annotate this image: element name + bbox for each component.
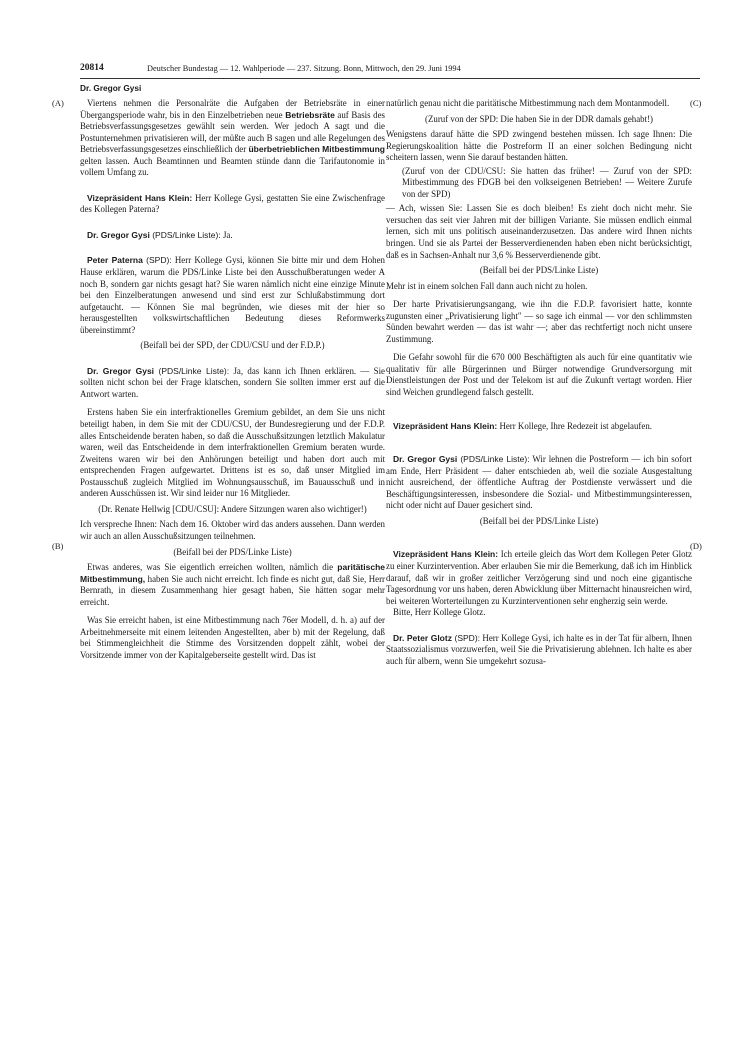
speaker-name: Dr. Gregor Gysi: [393, 454, 458, 465]
paragraph-wenigstens: Wenigstens darauf hätte die SPD zwingend bestehen müssen. Ich sage Ihnen: Die Regierungskoalition hätte die Postreform II an einer solchen Bedingung nicht scheitern lassen, wenn Sie darauf bestanden hätten.: [386, 129, 692, 163]
speaker-name: Dr. Gregor Gysi: [87, 229, 150, 240]
right-column: [386, 98, 692, 667]
running-head-text: Deutscher Bundestag — 12. Wahlperiode — 237. Sitzung. Bonn, Mittwoch, den 29. Juni 1994: [147, 64, 461, 73]
page-number: 20814: [80, 63, 104, 73]
speech-vp-klein-2: Vizepräsident Hans Klein: Herr Kollege, Ihre Redezeit ist abgelaufen.: [393, 420, 652, 431]
paragraph-continuation: natürlich genau nicht die paritätische Mitbestimmung nach dem Montanmodell.: [386, 98, 670, 108]
margin-marker-b: (B): [52, 541, 64, 551]
paragraph-die-gefahr: Die Gefahr sowohl für die 670 000 Beschäftigten als auch für eine quantitativ wie qualitativ für alle Bürgerinnen und Bürger notwendige Grundversorgung mit Dienstleistungen der Post und der Telekom ist auf die Zukunft vertagt worden. Hier sind Weichen grundlegend falsch gestellt.: [386, 352, 692, 398]
margin-marker-c: (C): [690, 98, 702, 108]
speech-glotz: Dr. Peter Glotz (SPD): Herr Kollege Gysi, ich halte es in der Tat für albern, Ihnen Staatssozialismus vorzuwerfen, weil Sie die Privatisierung ablehnen. Ich halte es aber auch für albern, wenn Sie umgekehrt sozusa-: [386, 632, 692, 666]
speech-gysi-answer: Dr. Gregor Gysi (PDS/Linke Liste): Ja, das kann ich Ihnen erklären. — Sie sollten nicht schon bei der Frage klatschen, sondern Sie sollten immer erst auf die Antwort warten.: [80, 365, 385, 399]
speaker-name: Vizepräsident Hans Klein:: [87, 192, 193, 203]
applause-spd-cdu-fdp: (Beifall bei der SPD, der CDU/CSU und der F.D.P.): [140, 340, 325, 351]
paragraph-verspreche: Ich verspreche Ihnen: Nach dem 16. Oktober wird das anders aussehen. Dann werden wir auch an allen Ausschußsitzungen teilnehmen.: [80, 519, 385, 541]
margin-marker-a: (A): [52, 98, 64, 108]
running-header: [80, 64, 700, 78]
left-column: [80, 98, 385, 661]
interjection-spd-ddr: (Zuruf von der SPD: Die haben Sie in der DDR damals gehabt!): [425, 113, 653, 124]
interjection-hellwig: (Dr. Renate Hellwig [CDU/CSU]: Andere Sitzungen waren also wichtiger!): [98, 503, 367, 514]
header-rule: [80, 78, 700, 79]
speech-vp-klein-1: Vizepräsident Hans Klein: Herr Kollege Gysi, gestatten Sie eine Zwischenfrage des Kollegen Paterna?: [80, 192, 385, 215]
speaker-name: Peter Paterna: [87, 255, 143, 266]
speaker-name: Vizepräsident Hans Klein:: [393, 420, 498, 431]
speech-vp-klein-3: Vizepräsident Hans Klein: Ich erteile gleich das Wort dem Kollegen Peter Glotz zu einer Kurzintervention. Aber erlauben Sie mir die Bemerkung, daß ich im Hinblick darauf, daß wir in großer zeitlicher Verzögerung sind und noch eine gigantische Tagesordnung vor uns haben, deren Abwicklung über Mitternacht hinausreichen wird, bei weiteren Worterteilungen zu Kurzinterventionen sehr engherzig sein werde.: [386, 549, 692, 606]
speaker-name: Vizepräsident Hans Klein:: [393, 549, 499, 560]
paragraph-viertens: Viertens nehmen die Personalräte die Aufgaben der Betriebsräte in einer Übergangsperiode wahr, bis in den Einzelbetrieben neue Betriebsräte auf Basis des Betriebsverfassungsgesetzes gewählt sein werden. Wer jedoch A sagt und die Postunternehmen privatisieren will, der müßte auch B sagen und alle Regelungen des Betriebsverfassungsgesetzes einschließlich der überbetrieblichen Mitbestimmung gelten lassen. Auch Beamtinnen und Beamten stünde dann die Tarifautonomie in vollem Umfang zu.: [80, 98, 385, 178]
paragraph-erstens: Erstens haben Sie ein interfraktionelles Gremium gebildet, an dem Sie uns nicht beteiligt haben, in dem Sie mit der CDU/CSU, der Bundesregierung und der F.D.P. alles Entscheidende beraten haben, so daß die Ausschußsitzungen letztlich Makulatur waren, weil das Entscheidende in dem interfraktionellen Gremium beraten wurde. Zweitens waren wir bei den Anhörungen beteiligt und haben dort auch mit entsprechenden Fragen aufgewartet. Drittens ist es so, daß unser Mitglied im Postausschuß zugleich Mitglied im Wohnungsausschuß, im Bauausschuß und in anderen Ausschüssen ist. Wir sind leider nur 16 Mitglieder.: [80, 407, 385, 499]
speech-gysi-ja: Dr. Gregor Gysi (PDS/Linke Liste): Ja.: [87, 229, 233, 240]
paragraph-der-harte: Der harte Privatisierungsangang, wie ihn die F.D.P. favorisiert hatte, konnte zugunsten einer „Privatisierung light" — so sage ich einmal — vor den schlimmsten Sünden bewahrt werden — das ist wahr —; aber das rechtfertigt noch nicht unsere Zustimmung.: [386, 299, 692, 344]
speaker-name: Dr. Peter Glotz: [393, 632, 452, 643]
speech-gysi-final: Dr. Gregor Gysi (PDS/Linke Liste): Wir lehnen die Postreform — ich bin sofort am Ende, Herr Präsident — daher entschieden ab, weil die soziale Ausgestaltung nicht ausreichend, der öffentliche Auftrag der Postdienste verwässert und die Beschäftigungsinteressen, insbesondere die Sozial- und Mitbestimmungsinteressen, nicht oder nicht auf Dauer gesichert sind.: [386, 454, 692, 511]
paragraph-was-sie-erreicht: Was Sie erreicht haben, ist eine Mitbestimmung nach 76er Modell, d. h. a) auf der Arbeitnehmerseite mit einem leitenden Angestellten, aber b) mit der Regelung, daß bei Stimmengleichheit die Stimme des Vorsitzenden doppelt zählt, wobei der Vorsitzende immer von der Kapitalgeberseite gestellt wird. Das ist: [80, 615, 385, 660]
applause-pds-3: (Beifall bei der PDS/Linke Liste): [479, 515, 599, 526]
paragraph-bitte: Bitte, Herr Kollege Glotz.: [393, 607, 486, 618]
interjection-cdu-spd: (Zuruf von der CDU/CSU: Sie hatten das früher! — Zuruf von der SPD: Mitbestimmung des FDGB bei den volkseigenen Betrieben! — Weitere Zurufe von der SPD): [402, 165, 692, 199]
paragraph-ach-wissen-sie: — Ach, wissen Sie: Lassen Sie es doch bleiben! Es zieht doch nicht mehr. Sie versuchen das seit vier Jahren mit der billigen Variante. Sie müssen endlich einmal lernen, sich mit uns politisch auseinanderzusetzen. Das andere wird Ihnen nichts bringen. Und sie als Partei der Besserverdienenden haben eben nicht berücksichtigt, daß es in Sachsen-Anhalt nur 3,6 % Besserverdienende gibt.: [386, 203, 692, 260]
speech-paterna: Peter Paterna (SPD): Herr Kollege Gysi, können Sie bitte mir und dem Hohen Hause erklären, warum die PDS/Linke Liste bei den Ausschußberatungen weder A noch B, sondern gar nichts gesagt hat? Sie waren nämlich nicht eine einzige Minute bei den Einzelberatungen anwesend und sind erst zur Schlußabstimmung dort aufgetaucht. — Können Sie mal begründen, wie dieses mit der hier so herausgestellten volkswirtschaftlichen Bedeutung dieses Reformwerks übereinstimmt?: [80, 255, 385, 335]
applause-pds-2: (Beifall bei der PDS/Linke Liste): [479, 265, 599, 276]
speaker-name: Dr. Gregor Gysi: [87, 365, 155, 376]
applause-pds-1: (Beifall bei der PDS/Linke Liste): [173, 546, 292, 557]
speaker-column-head: Dr. Gregor Gysi: [80, 83, 142, 93]
paragraph-etwas-anderes: Etwas anderes, was Sie eigentlich erreichen wollten, nämlich die paritätische Mitbestimmung, haben Sie auch nicht erreicht. Ich finde es nicht gut, daß Sie, Herr Bernrath, in diesem Zusammenhang hier gesagt haben, Sie hätten sogar mehr erreicht.: [80, 562, 385, 607]
margin-marker-d: (D): [690, 541, 702, 551]
paragraph-mehr: Mehr ist in einem solchen Fall dann auch nicht zu holen.: [386, 280, 588, 291]
